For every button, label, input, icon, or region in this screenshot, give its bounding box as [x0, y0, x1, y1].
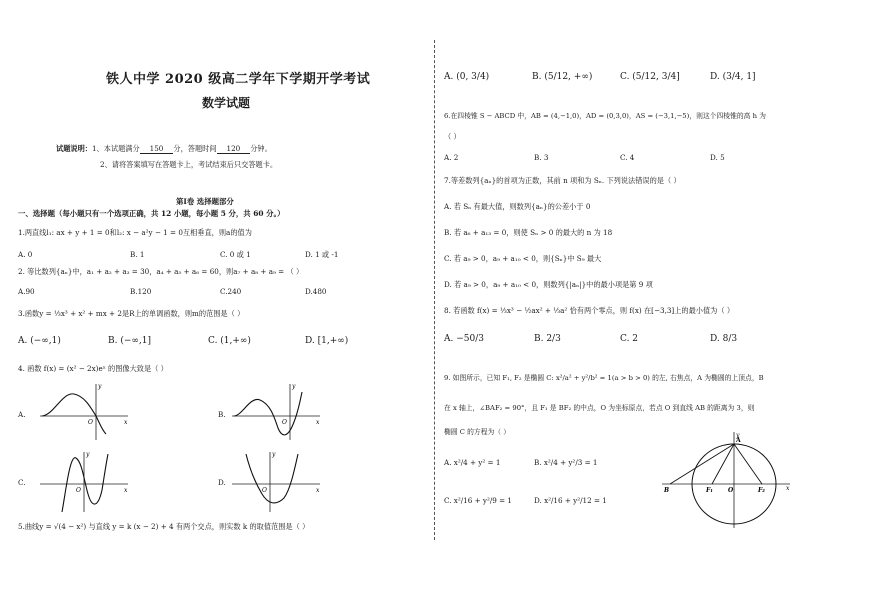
q2-option-a: A.90 — [18, 287, 35, 296]
q3-option-c: C. (1,+∞) — [208, 336, 251, 346]
q5-option-a: A. (0, 3/4) — [444, 72, 490, 82]
q2-option-c: C.240 — [220, 287, 242, 296]
q9-option-b: B. x²/4 + y²/3 = 1 — [534, 458, 598, 467]
fig-point-b: B — [664, 487, 670, 494]
right-column — [438, 0, 870, 614]
q7-option-d: D. 若 a₉ > 0，a₉ + a₁₀ < 0，则数列{|aₙ|}中的最小项是第 9 项 — [444, 280, 653, 289]
q7-option-b: B. 若 a₆ + a₁₃ = 0，则使 Sₙ > 0 的最大的 n 为 18 — [444, 228, 613, 237]
q9-option-d: D. x²/16 + y²/12 = 1 — [534, 496, 607, 505]
graph-c-y-label: y — [86, 451, 90, 458]
left-column — [0, 0, 432, 614]
q8-option-a: A. −50/3 — [444, 334, 484, 344]
q3-option-d: D. [1,+∞) — [305, 336, 349, 346]
q8-option-b: B. 2/3 — [534, 334, 561, 344]
time-value: 120 — [217, 144, 251, 154]
graph-d-y-label: y — [272, 451, 276, 458]
graph-b-x-label: x — [316, 419, 320, 426]
question-6-paren: （ ） — [444, 132, 461, 141]
section1-heading: 一、选择题（每小题只有一个选项正确，共 12 小题，每小题 5 分，共 60 分。） — [18, 209, 285, 218]
question-8-stem: 8. 若函数 f(x) = ⅓x³ − ½ax² + ⅓a² 恰有两个零点，则 f(x) 在[−3,3]上的最小值为（ ） — [444, 306, 735, 315]
graph-b-y-label: y — [292, 383, 296, 390]
q6-option-a: A. 2 — [444, 153, 459, 162]
fig-point-f1: F₁ — [706, 487, 713, 494]
graph-a-origin: O — [88, 419, 93, 426]
instructions-line1: 试题说明：1、本试题满分 150 分，答题时间 120 分钟。 — [56, 144, 272, 153]
q4-option-a-label: A. — [18, 410, 26, 419]
q4-option-c-label: C. — [18, 478, 26, 487]
q4-graph-b — [232, 382, 322, 442]
q4-graph-a — [40, 382, 130, 442]
score-value: 150 — [140, 144, 174, 154]
q4-option-d-label: D. — [218, 478, 226, 487]
question-9-stem-line3: 椭圆 C 的方程为（ ） — [444, 428, 511, 436]
instructions-label: 试题说明： — [56, 144, 92, 153]
q9-ellipse-figure — [662, 430, 792, 530]
part1-heading: 第Ⅰ卷 选择题部分 — [176, 197, 234, 206]
q8-option-d: D. 8/3 — [710, 334, 738, 344]
q4-graph-d — [232, 450, 322, 514]
q9-option-c: C. x²/16 + y²/9 = 1 — [444, 496, 513, 505]
question-9-stem-line1: 9. 如图所示，已知 F₁, F₂ 是椭圆 C: x²/a² + y²/b² = 1(a > b > 0) 的左, 右焦点，A 为椭圆的上顶点，B — [444, 374, 764, 382]
q2-option-b: B.120 — [130, 287, 152, 296]
fig-point-o: O — [728, 487, 734, 494]
column-divider — [434, 40, 435, 540]
q5-option-d: D. (3/4, 1] — [710, 72, 756, 82]
question-9-stem-line2: 在 x 轴上，∠BAF₂ = 90°，且 F₁ 是 BF₂ 的中点，O 为坐标原点，若点 O 到直线 AB 的距离为 3，则 — [444, 404, 755, 412]
q1-option-c: C. 0 或 1 — [220, 250, 251, 259]
q6-option-d: D. 5 — [710, 153, 725, 162]
q6-option-b: B. 3 — [534, 153, 549, 162]
q1-option-b: B. 1 — [130, 250, 145, 259]
question-4-stem: 4. 函数 f(x) = (x² − 2x)eˣ 的图像大致是（ ） — [18, 364, 168, 373]
graph-d-x-label: x — [316, 487, 320, 494]
graph-c-x-label: x — [124, 487, 128, 494]
q3-option-b: B. (−∞,1] — [108, 336, 151, 346]
q6-option-c: C. 4 — [620, 153, 635, 162]
q9-option-a: A. x²/4 + y² = 1 — [444, 458, 501, 467]
q4-graph-c — [40, 450, 130, 514]
question-2-stem: 2. 等比数列{aₙ}中，a₁ + a₂ + a₃ = 30，a₄ + a₅ + a₆ = 60，则a₇ + a₈ + a₉ = （ ） — [18, 267, 304, 276]
graph-d-origin: O — [262, 487, 267, 494]
q5-option-c: C. (5/12, 3/4] — [620, 72, 680, 82]
q8-option-c: C. 2 — [620, 334, 639, 344]
question-1-stem: 1.两直线l₁: ax + y + 1 = 0和l₂: x − a²y − 1 = 0互相垂直，则a的值为 — [18, 228, 252, 237]
question-7-stem: 7.等差数列{aₙ}的首项为正数，其前 n 项和为 Sₙ. 下列说法错误的是（ ） — [444, 176, 681, 185]
fig-point-a: A — [736, 437, 741, 444]
graph-b-origin: O — [282, 419, 287, 426]
q3-option-a: A. (−∞,1) — [18, 336, 61, 346]
question-5-stem: 5.曲线y = √(4 − x²) 与直线 y = k (x − 2) + 4 有两个交点，则实数 k 的取值范围是（ ） — [18, 522, 310, 531]
fig-x-label: x — [786, 485, 790, 492]
exam-title: 铁人中学 2020 级高二学年下学期开学考试 — [106, 72, 371, 87]
q4-option-b-label: B. — [218, 410, 226, 419]
fig-y-label: y — [736, 432, 740, 439]
exam-subtitle: 数学试题 — [202, 96, 251, 110]
q7-option-c: C. 若 a₉ > 0，a₉ + a₁₀ < 0，则{Sₙ}中 S₉ 最大 — [444, 254, 602, 263]
graph-c-origin: O — [76, 487, 81, 494]
q5-option-b: B. (5/12, +∞) — [532, 72, 593, 82]
graph-a-x-label: x — [124, 419, 128, 426]
instructions-line2: 2、请将答案填写在答题卡上，考试结束后只交答题卡。 — [100, 160, 278, 169]
question-3-stem: 3.函数y = ⅓x³ + x² + mx + 2是R上的单调函数，则m的范围是（ ） — [18, 309, 245, 318]
question-6-stem: 6.在四棱锥 S − ABCD 中，AB = (4,−1,0)，AD = (0,3,0)，AS = (−3,1,−5)，则这个四棱锥的高 h 为 — [444, 112, 766, 120]
q1-option-d: D. 1 或 -1 — [305, 250, 339, 259]
q1-option-a: A. 0 — [18, 250, 33, 259]
q2-option-d: D.480 — [305, 287, 327, 296]
q7-option-a: A. 若 Sₙ 有最大值，则数列{aₙ}的公差小于 0 — [444, 202, 591, 211]
graph-a-y-label: y — [98, 383, 102, 390]
fig-point-f2: F₂ — [758, 487, 765, 494]
